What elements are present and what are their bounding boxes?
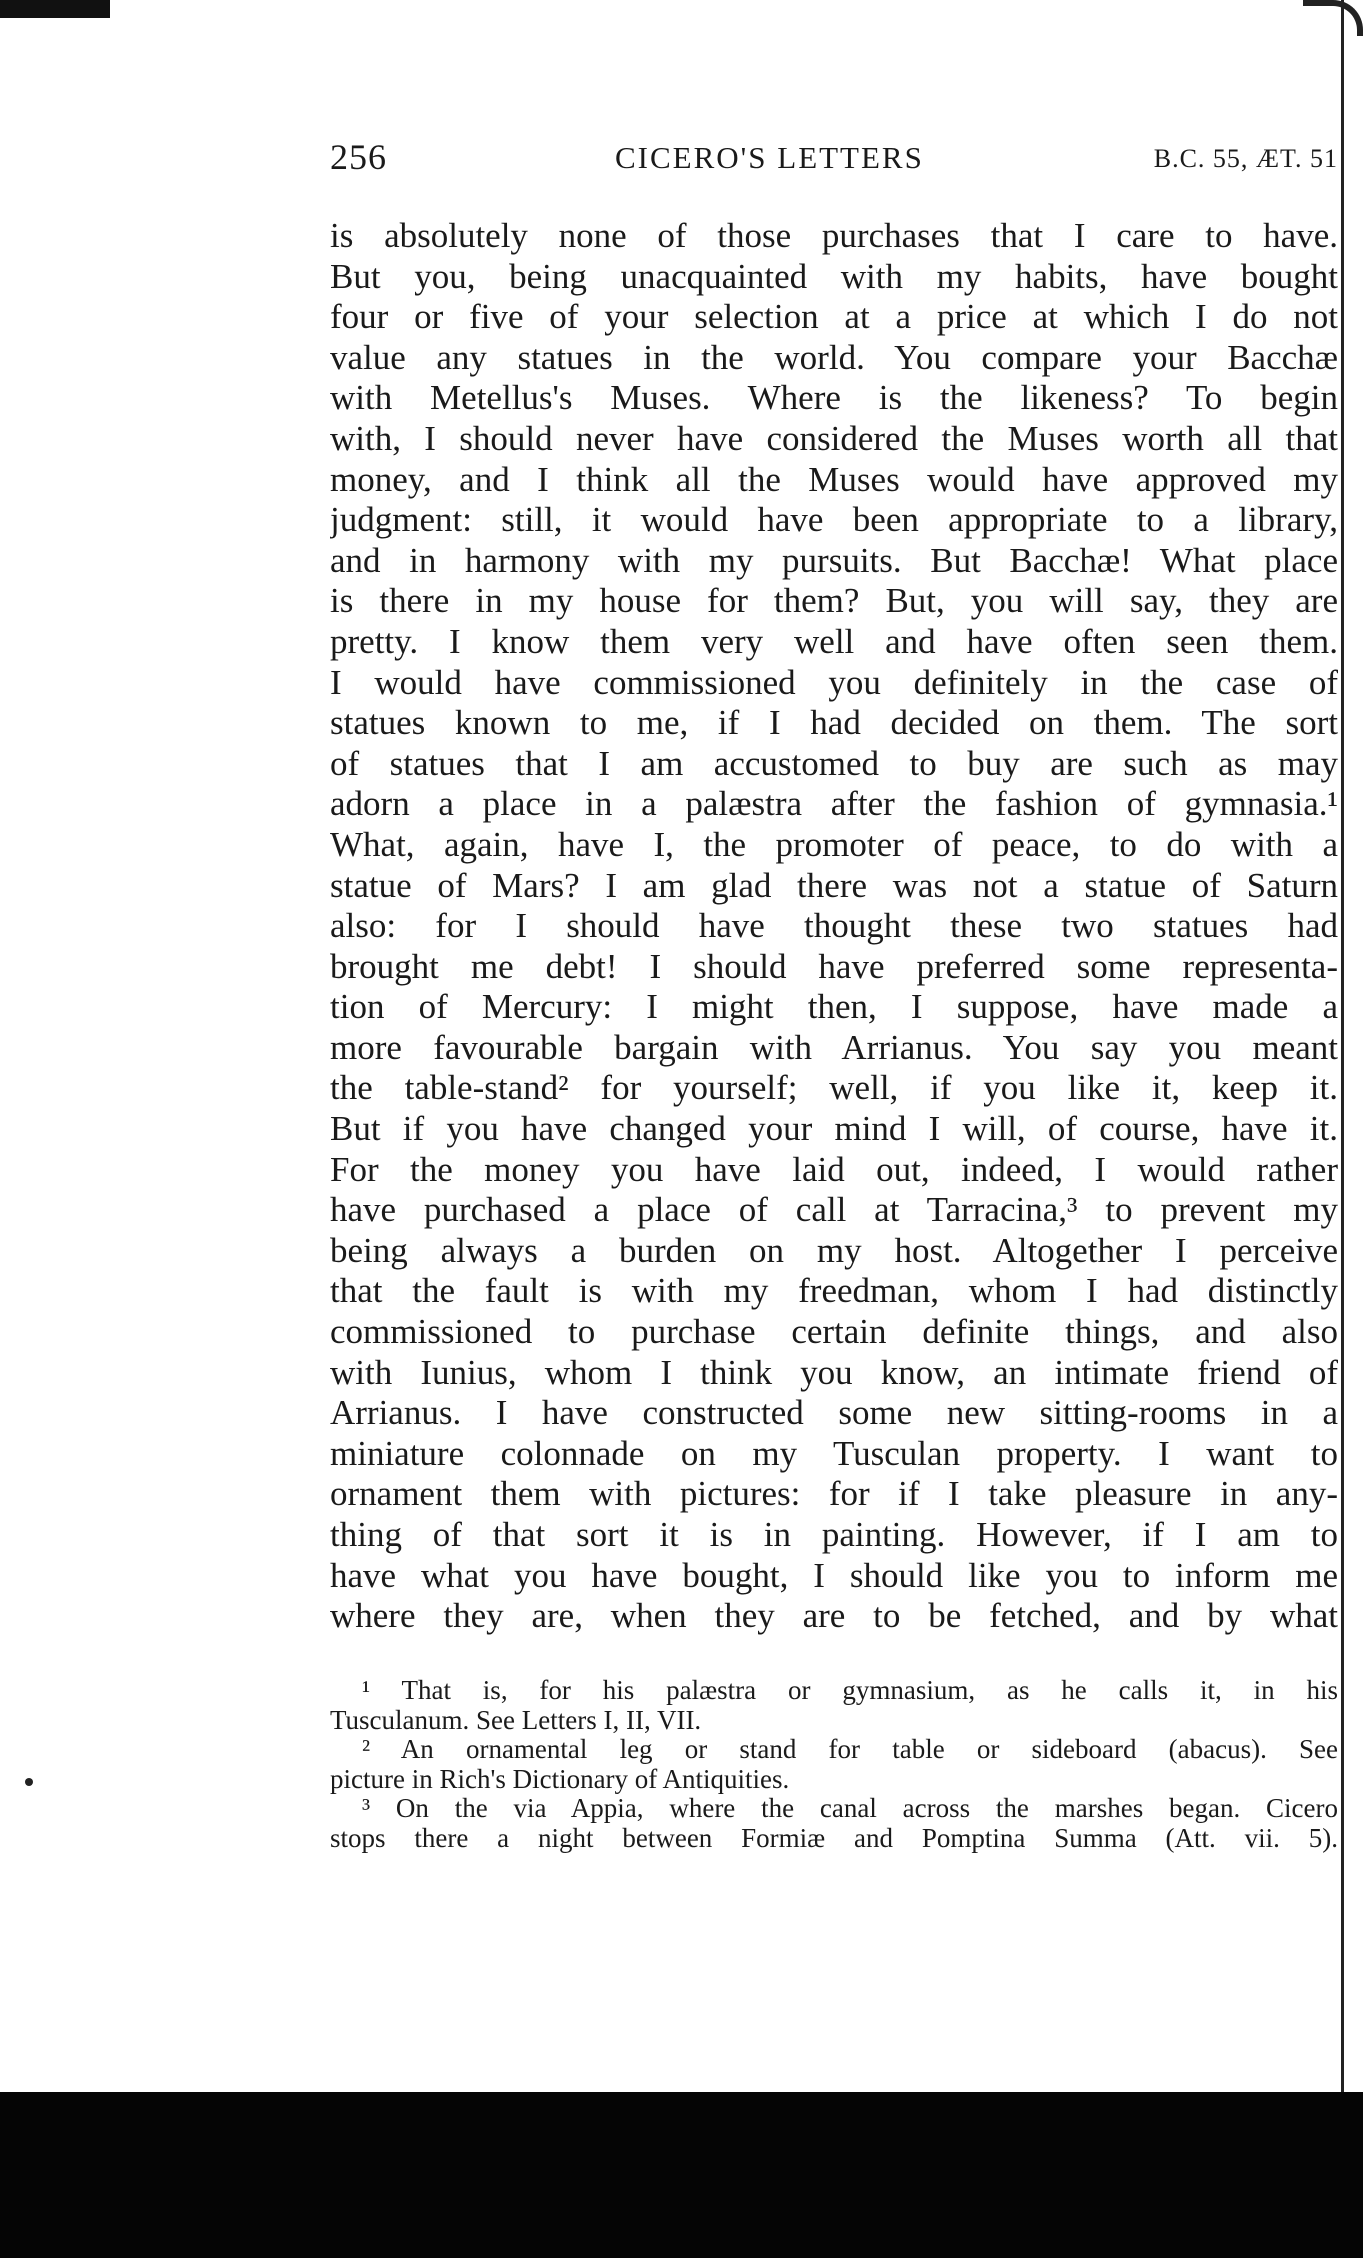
text-line: money, and I think all the Muses would have approved my — [330, 459, 1338, 499]
text-line: But you, being unacquainted with my habits, have bought — [330, 256, 1338, 296]
footnotes — [330, 1676, 1338, 1854]
scan-edge-mark — [0, 0, 110, 18]
page-right-edge — [1341, 0, 1363, 2100]
text-line: tion of Mercury: I might then, I suppose, have made a — [330, 987, 1338, 1027]
text-line: I would have commissioned you definitely in the case of — [330, 662, 1338, 702]
text-line: of statues that I am accustomed to buy are such as may — [330, 743, 1338, 783]
footnote-3-continued: stops there a night between Formiæ and Pomptina Summa (Att. vii. 5). — [330, 1823, 1338, 1853]
text-line: the table-stand² for yourself; well, if you like it, keep it. — [330, 1068, 1338, 1108]
footnote-2-continued: picture in Rich's Dictionary of Antiquities. — [330, 1764, 790, 1794]
letter-text — [330, 216, 1338, 1637]
text-line: But if you have changed your mind I will, of course, have it. — [330, 1109, 1338, 1149]
text-line: statue of Mars? I am glad there was not a statue of Saturn — [330, 865, 1338, 905]
text-line: that the fault is with my freedman, whom I had distinctly — [330, 1271, 1338, 1311]
footnote-1-continued: Tusculanum. See Letters I, II, VII. — [330, 1705, 702, 1735]
text-line: adorn a place in a palæstra after the fashion of gymnasia.¹ — [330, 784, 1338, 824]
text-line: brought me debt! I should have preferred some representa- — [330, 946, 1338, 986]
text-line: also: for I should have thought these two statues had — [330, 906, 1338, 946]
text-line: have what you have bought, I should like you to inform me — [330, 1555, 1338, 1595]
text-line: have purchased a place of call at Tarracina,³ to prevent my — [330, 1190, 1338, 1230]
footnote-1: ¹ That is, for his palæstra or gymnasium, as he calls it, in his — [362, 1676, 1338, 1705]
text-line: is absolutely none of those purchases that I care to have. — [330, 216, 1338, 255]
text-line: and in harmony with my pursuits. But Bacchæ! What place — [330, 540, 1338, 580]
text-line: Arrianus. I have constructed some new sitting-rooms in a — [330, 1393, 1338, 1433]
text-line: commissioned to purchase certain definite things, and also — [330, 1312, 1338, 1352]
text-line: miniature colonnade on my Tusculan property. I want to — [330, 1433, 1338, 1473]
scan-speck — [25, 1778, 33, 1786]
date-note: B.C. 55, ÆT. 51 — [1153, 144, 1338, 173]
text-line: with Metellus's Muses. Where is the likeness? To begin — [330, 378, 1338, 418]
text-line: judgment: still, it would have been appropriate to a library, — [330, 500, 1338, 540]
scan-bottom-shadow — [0, 2092, 1363, 2258]
text-line: For the money you have laid out, indeed, I would rather — [330, 1149, 1338, 1189]
text-line: What, again, have I, the promoter of peace, to do with a — [330, 824, 1338, 864]
text-line: four or five of your selection at a price at which I do not — [330, 297, 1338, 337]
text-line: value any statues in the world. You compare your Bacchæ — [330, 337, 1338, 377]
footnote-3: ³ On the via Appia, where the canal across the marshes began. Cicero — [362, 1794, 1338, 1824]
text-line: being always a burden on my host. Altogether I perceive — [330, 1230, 1338, 1270]
text-line: ornament them with pictures: for if I take pleasure in any- — [330, 1474, 1338, 1514]
text-line: more favourable bargain with Arrianus. You say you meant — [330, 1027, 1338, 1067]
footnote-2: ² An ornamental leg or stand for table or sideboard (abacus). See — [362, 1735, 1338, 1765]
page-number: 256 — [330, 137, 387, 177]
running-title: CICERO'S LETTERS — [615, 140, 924, 175]
text-line: pretty. I know them very well and have often seen them. — [330, 621, 1338, 661]
text-line: statues known to me, if I had decided on them. The sort — [330, 703, 1338, 743]
text-line: is there in my house for them? But, you will say, they are — [330, 581, 1338, 621]
text-line: where they are, when they are to be fetched, and by what — [330, 1596, 1338, 1636]
page-header — [330, 136, 1338, 186]
text-line: with, I should never have considered the Muses worth all that — [330, 418, 1338, 458]
text-line: thing of that sort it is in painting. However, if I am to — [330, 1515, 1338, 1554]
text-line: with Iunius, whom I think you know, an intimate friend of — [330, 1352, 1338, 1392]
